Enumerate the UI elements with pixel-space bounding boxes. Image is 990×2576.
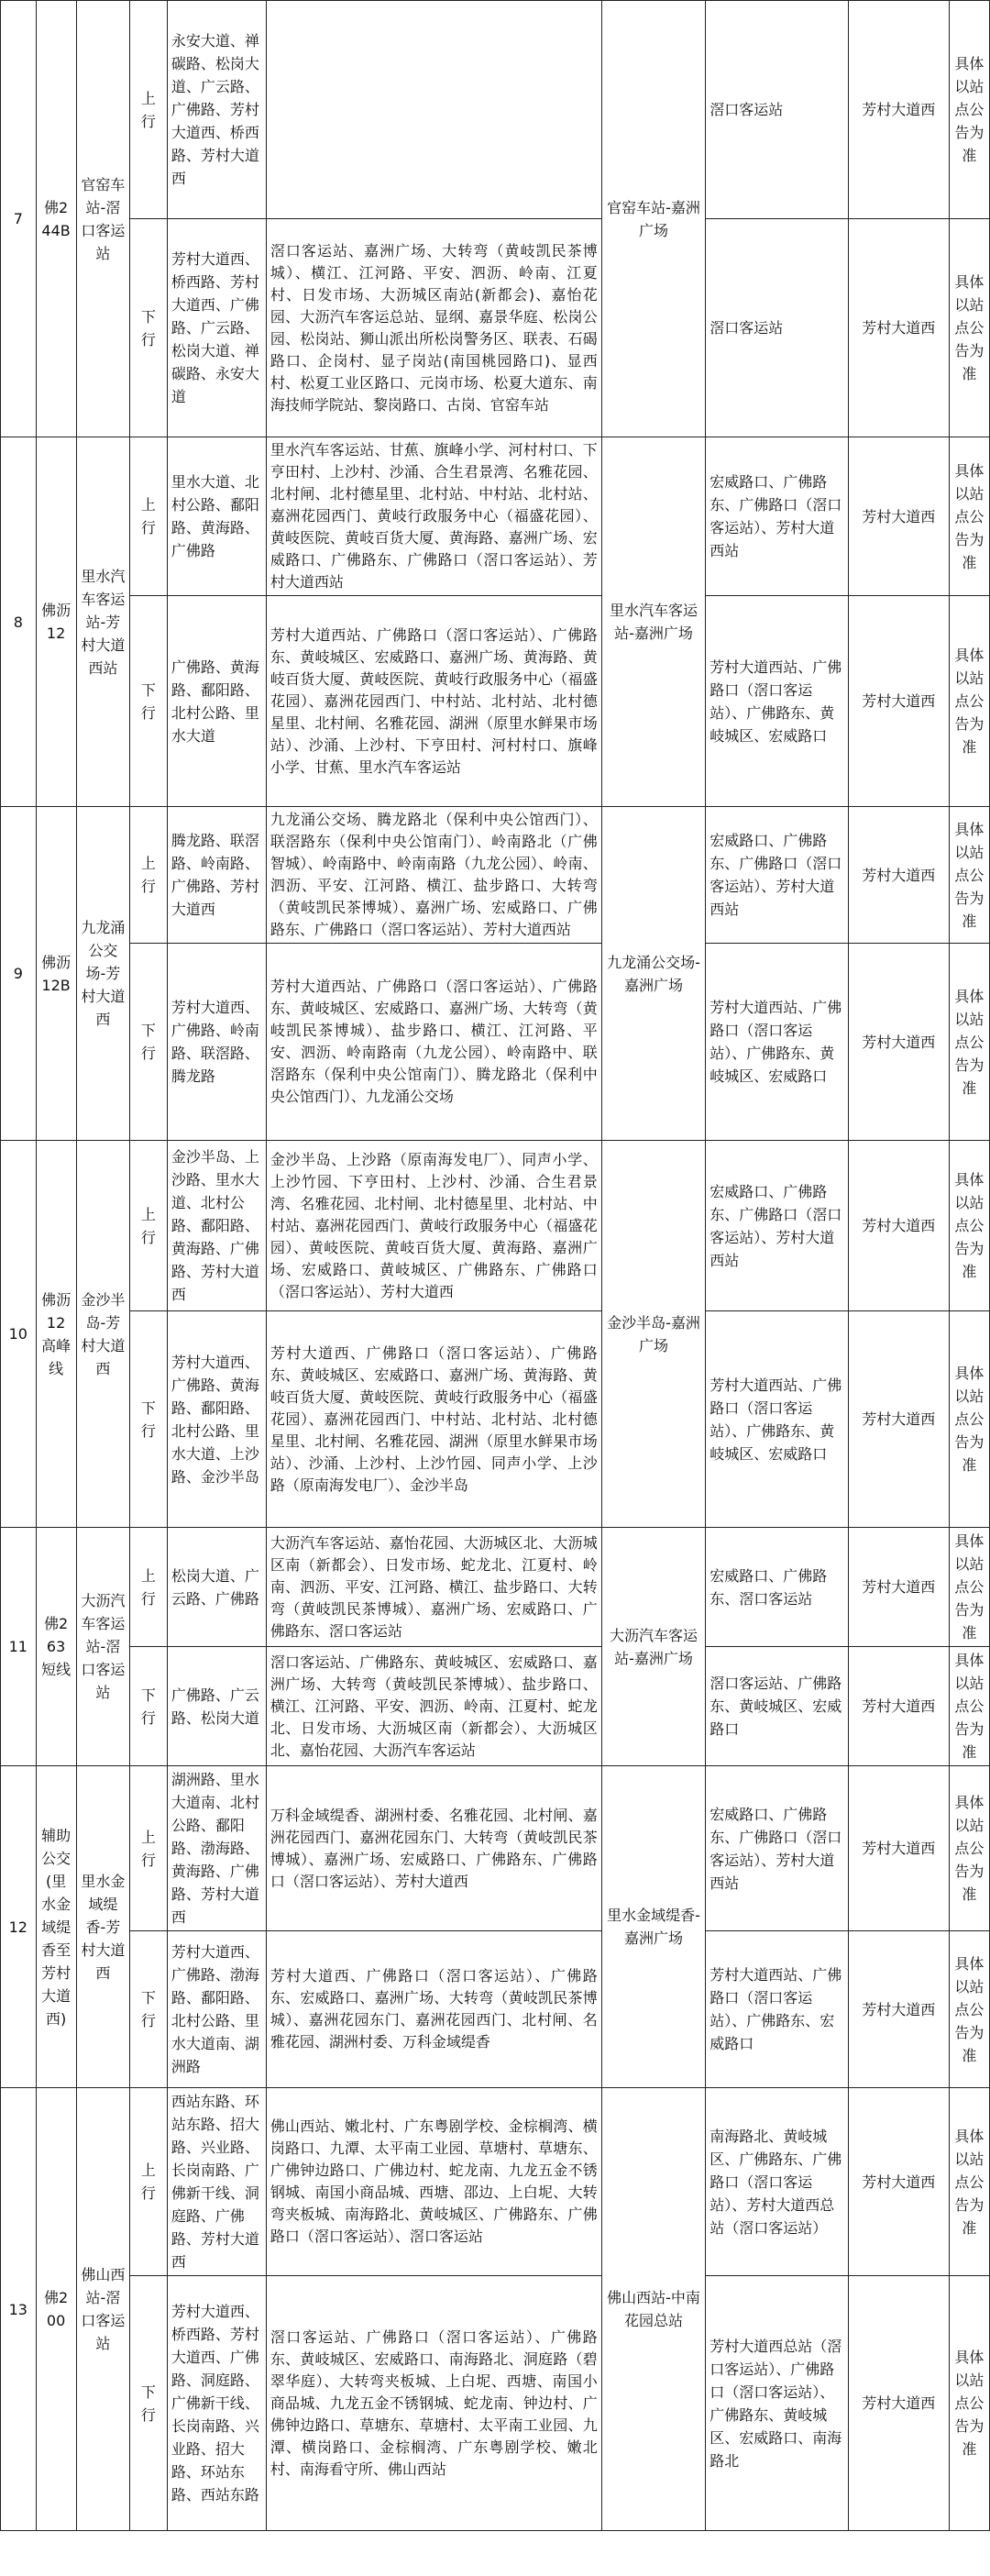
note: 具体以站点公告为准 bbox=[949, 1766, 989, 1931]
stop-list: 九龙涌公交场、腾龙路北（保利中央公馆西门）、联滘路东（保利中央公馆南门）、岭南路北（广佛智城）、岭南路中、岭南南路（九龙公园）、岭南、泗沥、平安、江河路、横江、盐步路口、大转弯（黄岐凯民茶博城）、嘉洲广场、宏威路口、广佛路东、广佛路口（滘口客运站）、芳村大道西站 bbox=[266, 807, 601, 944]
removed-stops: 芳村大道西站、广佛路口（滘口客运站）、广佛路东、宏威路口 bbox=[706, 1931, 848, 2088]
stop-list: 芳村大道西、广佛路口（滘口客运站）、广佛路东、宏威路口、嘉洲广场、大转弯（黄岐凯民茶博城）、嘉洲花园东门、嘉洲花园西门、北村闸、名雅花园、湖洲村委、万科金域缇香 bbox=[266, 1931, 601, 2088]
removed-stops: 宏威路口、广佛路东、广佛路口（滘口客运站）、芳村大道西站 bbox=[706, 807, 848, 944]
route-number: 9 bbox=[1, 807, 37, 1141]
added-stop: 芳村大道西 bbox=[848, 1647, 949, 1766]
affected-section: 官窑车站-嘉洲广场 bbox=[601, 1, 706, 437]
route-number: 7 bbox=[1, 1, 37, 437]
note: 具体以站点公告为准 bbox=[949, 219, 989, 437]
road-list: 腾龙路、联滘路、岭南路、广佛路、芳村大道西 bbox=[167, 807, 266, 944]
route-endpoints: 大沥汽车客运站-滘口客运站 bbox=[76, 1528, 129, 1766]
route-number: 12 bbox=[1, 1766, 37, 2088]
direction-label: 下行 bbox=[130, 1311, 168, 1528]
table-row bbox=[1, 437, 990, 596]
route-name: 佛沥12B bbox=[36, 807, 76, 1141]
note: 具体以站点公告为准 bbox=[949, 1528, 989, 1647]
table-row bbox=[1, 596, 990, 807]
road-list: 芳村大道西、广佛路、岭南路、联滘路、腾龙路 bbox=[167, 944, 266, 1141]
added-stop: 芳村大道西 bbox=[848, 807, 949, 944]
direction-label: 下行 bbox=[130, 944, 168, 1141]
added-stop: 芳村大道西 bbox=[848, 944, 949, 1141]
route-name: 辅助公交(里水金域缇香至芳村大道西) bbox=[36, 1766, 76, 2088]
road-list: 广佛路、广云路、松岗大道 bbox=[167, 1647, 266, 1766]
direction-label: 下行 bbox=[130, 596, 168, 807]
stop-list: 万科金域缇香、湖洲村委、名雅花园、北村闸、嘉洲花园西门、嘉洲花园东门、大转弯（黄岐凯民茶博城）、嘉洲广场、宏威路口、广佛路东、广佛路口（滘口客运站）、芳村大道西 bbox=[266, 1766, 601, 1931]
added-stop: 芳村大道西 bbox=[848, 437, 949, 596]
note: 具体以站点公告为准 bbox=[949, 596, 989, 807]
note: 具体以站点公告为准 bbox=[949, 807, 989, 944]
added-stop: 芳村大道西 bbox=[848, 219, 949, 437]
added-stop: 芳村大道西 bbox=[848, 1931, 949, 2088]
table-row bbox=[1, 219, 990, 437]
direction-label: 上行 bbox=[130, 1528, 168, 1647]
direction-label: 上行 bbox=[130, 1, 168, 219]
added-stop: 芳村大道西 bbox=[848, 2276, 949, 2531]
route-endpoints: 官窑车站-滘口客运站 bbox=[76, 1, 129, 437]
added-stop: 芳村大道西 bbox=[848, 1528, 949, 1647]
added-stop: 芳村大道西 bbox=[848, 596, 949, 807]
road-list: 芳村大道西、广佛路、渤海路、鄱阳路、北村公路、里水大道南、湖洲路 bbox=[167, 1931, 266, 2088]
table-row bbox=[1, 2088, 990, 2276]
route-endpoints: 佛山西站-滘口客运站 bbox=[76, 2088, 129, 2531]
route-name: 佛263短线 bbox=[36, 1528, 76, 1766]
stop-list bbox=[266, 1, 601, 219]
note: 具体以站点公告为准 bbox=[949, 1311, 989, 1528]
stop-list: 里水汽车客运站、甘蕉、旗峰小学、河村村口、下亨田村、上沙村、沙涌、合生君景湾、名雅花园、北村闸、北村德星里、北村站、中村站、北村站、嘉洲花园西门、黄岐行政服务中心（福盛花园）、黄岐医院、黄岐百货大厦、黄海路、嘉洲广场、宏威路口、广佛路东、广佛路口（滘口客运站）、芳村大道西站 bbox=[266, 437, 601, 596]
stop-list: 滘口客运站、广佛路东、黄岐城区、宏威路口、嘉洲广场、大转弯（黄岐凯民茶博城）、盐步路口、横江、江河路、平安、泗沥、岭南、江夏村、蛇龙北、日发市场、大沥城区南（新都会）、大沥城区北、嘉怡花园、大沥汽车客运站 bbox=[266, 1647, 601, 1766]
road-list: 湖洲路、里水大道南、北村公路、鄱阳路、渤海路、黄海路、广佛路、芳村大道西 bbox=[167, 1766, 266, 1931]
table-row bbox=[1, 1141, 990, 1311]
added-stop: 芳村大道西 bbox=[848, 2088, 949, 2276]
direction-label: 下行 bbox=[130, 1931, 168, 2088]
table-row bbox=[1, 807, 990, 944]
stop-list: 大沥汽车客运站、嘉怡花园、大沥城区北、大沥城区南（新都会）、日发市场、蛇龙北、江夏村、岭南、泗沥、平安、江河路、横江、盐步路口、大转弯（黄岐凯民茶博城）、嘉洲广场、宏威路口、广佛路东、滘口客运站 bbox=[266, 1528, 601, 1647]
stop-list: 芳村大道西、广佛路口（滘口客运站）、广佛路东、黄岐城区、宏威路口、嘉洲广场、黄海路、黄岐百货大厦、黄岐医院、黄岐行政服务中心（福盛花园）、嘉洲花园西门、中村站、北村站、北村德星里、北村闸、名雅花园、湖洲（原里水鲜果市场站）、沙涌、上沙村、上沙竹园、同声小学、上沙路（原南海发电厂）、金沙半岛 bbox=[266, 1311, 601, 1528]
table-row bbox=[1, 1931, 990, 2088]
note: 具体以站点公告为准 bbox=[949, 1, 989, 219]
direction-label: 上行 bbox=[130, 1141, 168, 1311]
removed-stops: 芳村大道西站、广佛路口（滘口客运站）、广佛路东、黄岐城区、宏威路口 bbox=[706, 1311, 848, 1528]
affected-section: 佛山西站-中南花园总站 bbox=[601, 2088, 706, 2531]
removed-stops: 宏威路口、广佛路东、广佛路口（滘口客运站）、芳村大道西站 bbox=[706, 437, 848, 596]
route-number: 8 bbox=[1, 437, 37, 807]
road-list: 西站东路、环站东路、招大路、兴业路、长岗南路、广佛新干线、洞庭路、广佛路、芳村大道西 bbox=[167, 2088, 266, 2276]
route-endpoints: 金沙半岛-芳村大道西 bbox=[76, 1141, 129, 1528]
table-row bbox=[1, 1311, 990, 1528]
affected-section: 金沙半岛-嘉洲广场 bbox=[601, 1141, 706, 1528]
removed-stops: 滘口客运站、广佛路东、黄岐城区、宏威路口 bbox=[706, 1647, 848, 1766]
note: 具体以站点公告为准 bbox=[949, 437, 989, 596]
road-list: 芳村大道西、广佛路、黄海路、鄱阳路、北村公路、里水大道、上沙路、金沙半岛 bbox=[167, 1311, 266, 1528]
road-list: 松岗大道、广云路、广佛路 bbox=[167, 1528, 266, 1647]
direction-label: 上行 bbox=[130, 807, 168, 944]
route-name: 佛244B bbox=[36, 1, 76, 437]
note: 具体以站点公告为准 bbox=[949, 944, 989, 1141]
stop-list: 佛山西站、嫩北村、广东粤剧学校、金棕榈湾、横岗路口、九潭、太平南工业园、草塘村、草塘东、广佛钟边路口、广佛边村、蛇龙南、九龙五金不锈钢城、南国小商品城、西塘、邵边、上白坭、大转弯夹板城、南海路北、黄岐城区、广佛路东、广佛路口（滘口客运站）、滘口客运站 bbox=[266, 2088, 601, 2276]
note: 具体以站点公告为准 bbox=[949, 2276, 989, 2531]
removed-stops: 宏威路口、广佛路东、广佛路口（滘口客运站）、芳村大道西站 bbox=[706, 1766, 848, 1931]
route-number: 11 bbox=[1, 1528, 37, 1766]
road-list: 广佛路、黄海路、鄱阳路、北村公路、里水大道 bbox=[167, 596, 266, 807]
direction-label: 上行 bbox=[130, 437, 168, 596]
table-row bbox=[1, 944, 990, 1141]
direction-label: 上行 bbox=[130, 2088, 168, 2276]
removed-stops: 宏威路口、广佛路东、广佛路口（滘口客运站）、芳村大道西站 bbox=[706, 1141, 848, 1311]
affected-section: 里水汽车客运站-嘉洲广场 bbox=[601, 437, 706, 807]
stop-list: 金沙半岛、上沙路（原南海发电厂）、同声小学、上沙竹园、下亨田村、上沙村、沙涌、合生君景湾、名雅花园、北村闸、北村德星里、北村站、中村站、嘉洲花园西门、黄岐行政服务中心（福盛花园）、黄岐医院、黄岐百货大厦、黄海路、嘉洲广场、宏威路口、黄岐城区、广佛路东、广佛路口（滘口客运站）、芳村大道西 bbox=[266, 1141, 601, 1311]
affected-section: 大沥汽车客运站-嘉洲广场 bbox=[601, 1528, 706, 1766]
note: 具体以站点公告为准 bbox=[949, 1931, 989, 2088]
road-list: 芳村大道西、桥西路、芳村大道西、广佛路、广云路、松岗大道、禅碳路、永安大道 bbox=[167, 219, 266, 437]
route-endpoints: 里水金域缇香-芳村大道西 bbox=[76, 1766, 129, 2088]
removed-stops: 滘口客运站 bbox=[706, 1, 848, 219]
removed-stops: 宏威路口、广佛路东、滘口客运站 bbox=[706, 1528, 848, 1647]
table-row bbox=[1, 1528, 990, 1647]
road-list: 里水大道、北村公路、鄱阳路、黄海路、广佛路 bbox=[167, 437, 266, 596]
removed-stops: 南海路北、黄岐城区、广佛路东、广佛路口（滘口客运站）、芳村大道西总站（滘口客运站） bbox=[706, 2088, 848, 2276]
route-name: 佛沥12高峰线 bbox=[36, 1141, 76, 1528]
table-body bbox=[1, 1, 990, 2531]
road-list: 永安大道、禅碳路、松岗大道、广云路、广佛路、芳村大道西、桥西路、芳村大道西 bbox=[167, 1, 266, 219]
table-row bbox=[1, 1, 990, 219]
road-list: 芳村大道西、桥西路、芳村大道西、广佛路、洞庭路、广佛新干线、长岗南路、兴业路、招大路、环站东路、西站东路 bbox=[167, 2276, 266, 2531]
removed-stops: 芳村大道西站、广佛路口（滘口客运站）、广佛路东、黄岐城区、宏威路口 bbox=[706, 944, 848, 1141]
note: 具体以站点公告为准 bbox=[949, 1141, 989, 1311]
table-row bbox=[1, 2276, 990, 2531]
note: 具体以站点公告为准 bbox=[949, 1647, 989, 1766]
removed-stops: 芳村大道西总站（滘口客运站）、广佛路口（滘口客运站）、广佛路东、黄岐城区、宏威路口、南海路北 bbox=[706, 2276, 848, 2531]
route-endpoints: 九龙涌公交场-芳村大道西 bbox=[76, 807, 129, 1141]
stop-list: 芳村大道西站、广佛路口（滘口客运站）、广佛路东、黄岐城区、宏威路口、嘉洲广场、大转弯（黄岐凯民茶博城）、盐步路口、横江、江河路、平安、泗沥、岭南路南（九龙公园）、岭南路中、联滘路东（保利中央公馆南门）、腾龙路北（保利中央公馆西门）、九龙涌公交场 bbox=[266, 944, 601, 1141]
table-row bbox=[1, 1766, 990, 1931]
route-name: 佛200 bbox=[36, 2088, 76, 2531]
route-endpoints: 里水汽车客运站-芳村大道西站 bbox=[76, 437, 129, 807]
removed-stops: 芳村大道西站、广佛路口（滘口客运站）、广佛路东、黄岐城区、宏威路口 bbox=[706, 596, 848, 807]
road-list: 金沙半岛、上沙路、里水大道、北村公路、鄱阳路、黄海路、广佛路、芳村大道西 bbox=[167, 1141, 266, 1311]
affected-section: 九龙涌公交场-嘉洲广场 bbox=[601, 807, 706, 1141]
affected-section: 里水金域缇香-嘉洲广场 bbox=[601, 1766, 706, 2088]
direction-label: 下行 bbox=[130, 1647, 168, 1766]
stop-list: 芳村大道西站、广佛路口（滘口客运站）、广佛路东、黄岐城区、宏威路口、嘉洲广场、黄海路、黄岐百货大厦、黄岐医院、黄岐行政服务中心（福盛花园）、嘉洲花园西门、中村站、北村站、北村德星里、北村闸、名雅花园、湖洲（原里水鲜果市场站）、沙涌、上沙村、下亨田村、河村村口、旗峰小学、甘蕉、里水汽车客运站 bbox=[266, 596, 601, 807]
added-stop: 芳村大道西 bbox=[848, 1766, 949, 1931]
route-number: 13 bbox=[1, 2088, 37, 2531]
direction-label: 下行 bbox=[130, 2276, 168, 2531]
direction-label: 下行 bbox=[130, 219, 168, 437]
direction-label: 上行 bbox=[130, 1766, 168, 1931]
removed-stops: 滘口客运站 bbox=[706, 219, 848, 437]
stop-list: 滘口客运站、嘉洲广场、大转弯（黄岐凯民茶博城）、横江、江河路、平安、泗沥、岭南、江夏村、日发市场、大沥城区南站(新都会)、嘉怡花园、大沥汽车客运总站、显纲、嘉景华庭、松岗公园、松岗站、狮山派出所松岗警务区、联表、石碣路口、企岗村、显子岗站(南国桃园路口)、显西村、松夏工业区路口、元岗市场、松夏大道东、南海技师学院站、黎岗路口、古岗、官窑车站 bbox=[266, 219, 601, 437]
note: 具体以站点公告为准 bbox=[949, 2088, 989, 2276]
added-stop: 芳村大道西 bbox=[848, 1311, 949, 1528]
stop-list: 滘口客运站、广佛路口（滘口客运站）、广佛路东、黄岐城区、宏威路口、南海路北、洞庭路（碧翠华庭）、大转弯夹板城、上白坭、西塘、南国小商品城、九龙五金不锈钢城、蛇龙南、钟边村、广佛钟边路口、草塘东、草塘村、太平南工业园、九潭、横岗路口、金棕榈湾、广东粤剧学校、嫩北村、南海看守所、佛山西站 bbox=[266, 2276, 601, 2531]
table-row bbox=[1, 1647, 990, 1766]
route-name: 佛沥12 bbox=[36, 437, 76, 807]
added-stop: 芳村大道西 bbox=[848, 1141, 949, 1311]
added-stop: 芳村大道西 bbox=[848, 1, 949, 219]
route-number: 10 bbox=[1, 1141, 37, 1528]
